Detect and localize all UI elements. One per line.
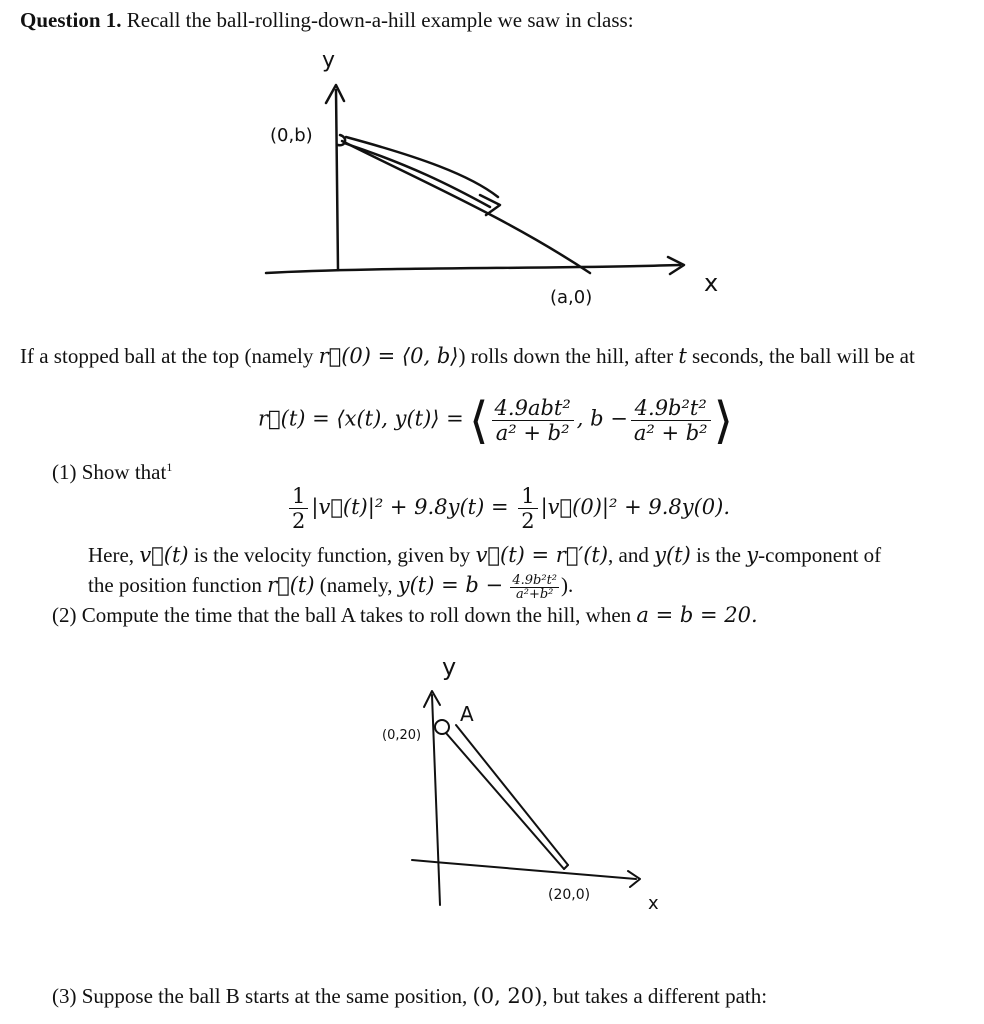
energy-equation xyxy=(286,484,730,533)
para-text-a: If a stopped ball at the top (namely xyxy=(20,344,319,368)
right-angle-bracket: ⟩ xyxy=(713,392,734,449)
line2-a: the position function xyxy=(88,573,268,597)
para-text-b: ) rolls down the hill, after xyxy=(458,344,679,368)
part3-text-b: , but takes a different path: xyxy=(542,984,768,1008)
footnote-mark: 1 xyxy=(166,460,173,474)
frac-y xyxy=(631,396,711,445)
half-left-den: 2 xyxy=(292,509,306,533)
fig2-x-label: x xyxy=(648,893,659,914)
half-right-den: 2 xyxy=(521,509,535,533)
figure-hill-sketch xyxy=(250,45,750,315)
fig1-point-bottom: (a,0) xyxy=(550,287,593,308)
ball-a-circle xyxy=(435,720,449,734)
frac-x-num: 4.9abt² xyxy=(492,396,574,421)
here-y-t: y(t) xyxy=(654,543,691,567)
fig1-y-label: y xyxy=(322,48,336,73)
fig1-x-label: x xyxy=(704,269,719,297)
line2-y-def: y(t) = b − xyxy=(397,573,504,597)
fig2-y-label: y xyxy=(442,653,457,681)
here-a: Here, xyxy=(88,543,140,567)
energy-eq-left: |v⃗(t)|² + 9.8y(t) = xyxy=(311,495,509,519)
fig2-hill-cap xyxy=(564,865,568,869)
left-angle-bracket: ⟨ xyxy=(469,392,489,449)
fig2-hill-inner xyxy=(456,725,568,865)
half-left xyxy=(289,484,308,533)
energy-eq-right: |v⃗(0)|² + 9.8y(0). xyxy=(540,495,731,519)
line2-c: ). xyxy=(561,573,574,597)
fig2-x-axis-line xyxy=(412,860,636,879)
frac-y-num: 4.9b²t² xyxy=(631,396,711,421)
fig1-point-top: (0,b) xyxy=(270,125,313,146)
question-intro: Recall the ball-rolling-down-a-hill example we saw in class: xyxy=(126,8,634,32)
position-equation xyxy=(258,392,734,449)
motion-arrow-upper xyxy=(346,137,498,197)
part1-explanation-line1 xyxy=(88,543,881,568)
small-frac-num: 4.9b²t² xyxy=(512,572,558,588)
here-c: , and xyxy=(608,543,655,567)
here-e: -component of xyxy=(758,543,882,567)
y-axis-line xyxy=(336,90,338,270)
eq-lhs: r⃗(t) = ⟨x(t), y(t)⟩ = xyxy=(258,406,464,431)
part1-label xyxy=(52,460,172,485)
here-d: is the xyxy=(690,543,747,567)
half-left-num: 1 xyxy=(289,484,308,509)
here-v-t: v⃗(t) xyxy=(139,543,189,567)
question-label: Question 1. xyxy=(20,8,122,32)
intro-paragraph xyxy=(20,342,970,371)
question-heading xyxy=(20,8,634,33)
part3 xyxy=(52,984,767,1009)
eq-mid: , b − xyxy=(576,406,628,431)
fig2-hill-outer xyxy=(446,733,564,869)
line2-b: (namely, xyxy=(314,573,398,597)
para-r0: r⃗(0) = ⟨0, b⟩ xyxy=(318,344,459,368)
fig2-point-bottom: (20,0) xyxy=(548,887,591,903)
figure-ball-a-sketch xyxy=(370,645,700,925)
ball-a-label: A xyxy=(460,702,474,726)
here-y-word: y xyxy=(746,543,759,567)
small-fraction xyxy=(510,574,559,601)
part1-explanation-line2 xyxy=(88,573,573,601)
here-b: is the velocity function, given by xyxy=(188,543,476,567)
part2-text: (2) Compute the time that the ball A takes to roll down the hill, when xyxy=(52,603,632,627)
frac-x-den: a² + b² xyxy=(495,421,570,445)
small-frac-den: a²+b² xyxy=(515,586,554,602)
half-right-num: 1 xyxy=(518,484,537,509)
hill-line xyxy=(342,141,590,273)
part1-label-text: (1) Show that xyxy=(52,460,167,484)
para-text-c: seconds, the ball will be at xyxy=(686,344,915,368)
para-t: t xyxy=(678,344,687,368)
part2-condition: a = b = 20. xyxy=(636,603,758,627)
x-axis-line xyxy=(266,265,680,273)
part2 xyxy=(52,603,758,628)
half-right xyxy=(518,484,537,533)
frac-y-den: a² + b² xyxy=(633,421,708,445)
here-v-def: v⃗(t) = r⃗′(t) xyxy=(475,543,609,567)
fig2-point-top: (0,20) xyxy=(382,728,422,743)
part3-position: (0, 20) xyxy=(472,984,543,1008)
line2-r-t: r⃗(t) xyxy=(267,573,315,597)
part3-text-a: (3) Suppose the ball B starts at the same position, xyxy=(52,984,473,1008)
frac-x xyxy=(492,396,574,445)
